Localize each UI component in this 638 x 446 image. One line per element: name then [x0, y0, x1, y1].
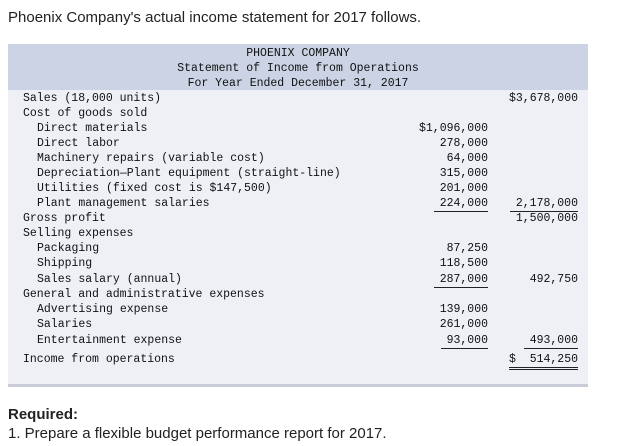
amount-detail: 261,000	[439, 318, 488, 331]
amount-detail: 315,000	[439, 167, 488, 180]
amount-detail: 201,000	[439, 182, 488, 195]
amount-detail: $1,096,000	[418, 122, 488, 135]
row-label: Shipping	[37, 257, 93, 270]
row-label: Direct labor	[37, 137, 120, 150]
amount-total: $ 514,250	[509, 352, 578, 370]
statement-row	[8, 272, 588, 287]
statement-row	[8, 151, 588, 166]
row-label: Machinery repairs (variable cost)	[37, 152, 265, 165]
amount-total: 1,500,000	[515, 212, 578, 225]
row-label: Cost of goods sold	[23, 107, 148, 120]
amount-detail: 287,000	[434, 272, 488, 288]
row-label: Utilities (fixed cost is $147,500)	[37, 182, 272, 195]
amount-total: 493,000	[524, 333, 578, 349]
row-label: Salaries	[37, 318, 93, 331]
intro-text: Phoenix Company's actual income statement for 2017 follows.	[8, 9, 422, 26]
amount-detail: 87,250	[446, 242, 488, 255]
row-label: Packaging	[37, 242, 100, 255]
statement-row	[8, 121, 588, 136]
statement-row	[8, 241, 588, 256]
statement-row	[8, 166, 588, 181]
required-heading: Required:	[8, 406, 79, 423]
amount-total: 492,750	[529, 273, 578, 286]
statement-period: For Year Ended December 31, 2017	[187, 77, 409, 90]
row-label: Income from operations	[23, 353, 175, 366]
amount-detail: 139,000	[439, 303, 488, 316]
amount-detail: 93,000	[441, 333, 488, 349]
row-label: Sales salary (annual)	[37, 273, 182, 286]
row-label: Plant management salaries	[37, 197, 210, 210]
statement-row	[8, 256, 588, 271]
amount-total: $3,678,000	[508, 92, 578, 105]
amount-detail: 64,000	[446, 152, 488, 165]
row-label: Direct materials	[37, 122, 148, 135]
amount-total: 2,178,000	[510, 196, 578, 212]
statement-row	[8, 302, 588, 317]
statement-row	[8, 317, 588, 332]
statement-row	[8, 196, 588, 211]
statement-row	[8, 333, 588, 348]
amount-detail: 224,000	[434, 196, 488, 212]
row-label: General and administrative expenses	[23, 288, 265, 301]
statement-row	[8, 211, 588, 226]
statement-title: Statement of Income from Operations	[177, 62, 419, 75]
row-label: Sales (18,000 units)	[23, 92, 162, 105]
statement-row	[8, 91, 588, 106]
row-label: Gross profit	[23, 212, 106, 225]
row-label: Entertainment expense	[37, 334, 182, 347]
statement-row	[8, 226, 588, 241]
amount-detail: 278,000	[439, 137, 488, 150]
statement-row	[8, 287, 588, 302]
row-label: Advertising expense	[37, 303, 169, 316]
company-name: PHOENIX COMPANY	[246, 47, 350, 60]
required-item-1: 1. Prepare a flexible budget performance report for 2017.	[8, 425, 387, 442]
statement-row	[8, 352, 588, 367]
row-label: Selling expenses	[23, 227, 134, 240]
row-label: Depreciation—Plant equipment (straight-line)	[37, 167, 341, 180]
statement-row	[8, 136, 588, 151]
statement-row	[8, 181, 588, 196]
amount-detail: 118,500	[439, 257, 488, 270]
income-statement	[8, 44, 588, 387]
statement-row	[8, 106, 588, 121]
